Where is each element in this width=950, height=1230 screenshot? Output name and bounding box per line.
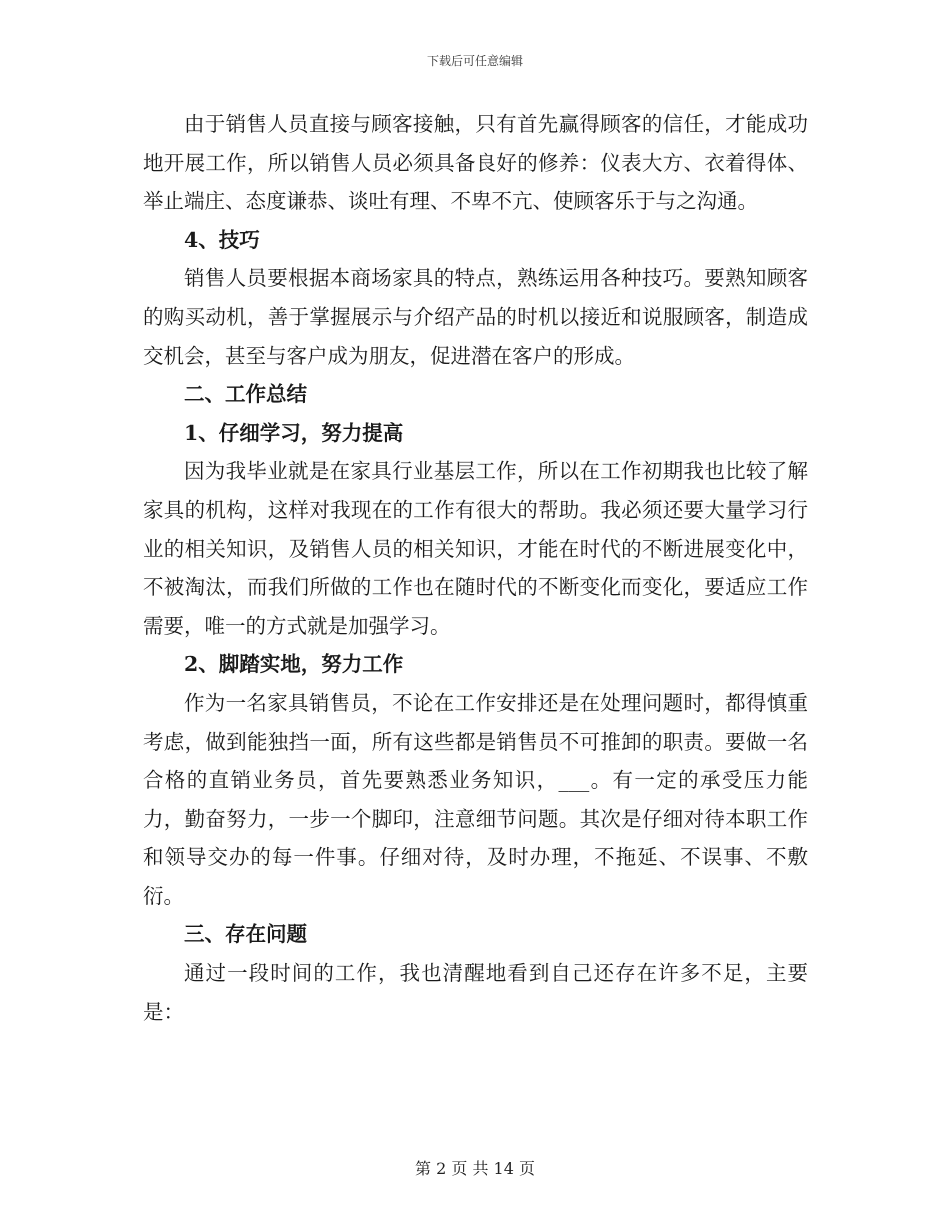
document-body [143,105,808,1031]
section-heading: 1、仔细学习，努力提高 [184,420,404,445]
section-heading: 三、存在问题 [184,922,307,947]
paragraph: 销售人员要根据本商场家具的特点，熟练运用各种技巧。要熟知顾客的购买动机，善于掌握展示与介绍产品的时机以接近和说服顾客，制造成交机会，甚至与客户成为朋友，促进潜在客户的形成。 [143,266,808,368]
paragraph: 通过一段时间的工作，我也清醒地看到自己还存在许多不足，主要是： [143,961,808,1024]
page-header: 下载后可任意编辑 [426,54,523,68]
page-footer: 第 2 页 共 14 页 [415,1159,535,1178]
section-heading: 二、工作总结 [184,382,307,407]
paragraph: 由于销售人员直接与顾客接触，只有首先赢得顾客的信任，才能成功地开展工作，所以销售人员必须具备良好的修养：仪表大方、衣着得体、举止端庄、态度谦恭、谈吐有理、不卑不亢、使顾客乐于与之沟通。 [143,112,808,214]
section-heading: 2、脚踏实地，努力工作 [184,652,404,677]
paragraph: 因为我毕业就是在家具行业基层工作，所以在工作初期我也比较了解家具的机构，这样对我现在的工作有很大的帮助。我必须还要大量学习行业的相关知识，及销售人员的相关知识，才能在时代的不断进展变化中，不被淘汰，而我们所做的工作也在随时代的不断变化而变化，要适应工作需要，唯一的方式就是加强学习。 [143,459,808,638]
paragraph: 作为一名家具销售员，不论在工作安排还是在处理问题时，都得慎重考虑，做到能独挡一面，所有这些都是销售员不可推卸的职责。要做一名合格的直销业务员，首先要熟悉业务知识，___。有一定的承受压力能力，勤奋努力，一步一个脚印，注意细节问题。其次是仔细对待本职工作和领导交办的每一件事。仔细对待，及时办理，不拖延、不误事、不敷衍。 [143,690,808,908]
section-heading: 4、技巧 [184,227,260,252]
